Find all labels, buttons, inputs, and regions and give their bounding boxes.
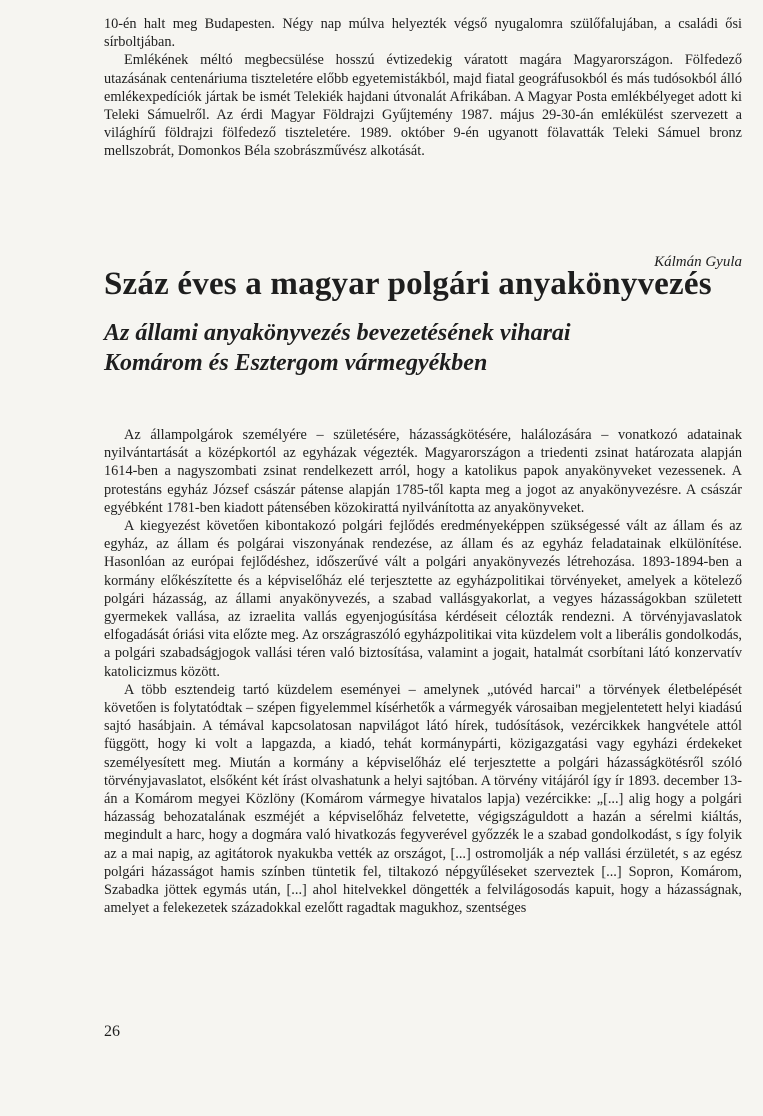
subtitle-line-1: Az állami anyakönyvezés bevezetésének viharai <box>104 320 571 346</box>
body-paragraph-1: Az állampolgárok személyére – születésére, házasságkötésére, halálozására – vonatkozó adatainak nyilvántartását a középkortól az egyházak végezték. Magyarországon a triedenti zsinat határozata alapján 1614-ben a nagyszombati zsinat rendelkezett arról, hogy a katolikus papok anyakönyveket vezessenek. A protestáns egyház József császár pátense alapján 1785-től kapta meg a jogot az anyakönyvezésre. A császár egyébként 1781-ben kiadott pátensében közokirattá nyilvánította az anyakönyveket. <box>104 427 742 516</box>
page-number: 26 <box>104 1023 120 1040</box>
body-paragraph-2: A kiegyezést követően kibontakozó polgári fejlődés eredményeképpen szükségessé vált az állam és az egyház, az állam és polgárai viszonyának rendezése, az állam és az egyház feladatainak elkülönítése. Hasonlóan az európai fejlődéshez, időszerűvé vált a polgári anyakönyvezés létrehozása. 1893-1894-ben a kormány előkészítette és a képviselőház elé terjesztette az egyházpolitikai törvényeket, amelyek a kötelező polgári házasság, az állami anyakönyvezés, a szabad vallásgyakorlat, a vegyes házasságokban született gyermekek vallása, az izraelita vallás egyenjogúsítása kérdéseit célozták rendezni. A törvényjavaslatok elfogadását óriási vita előzte meg. Az országraszóló egyházpolitikai vita küzdelem volt a liberális gondolkodás, a polgári szabadságjogok vallási téren való biztosítása, valamint a jogait, hatalmát csorbítani látó konzervatív katolicizmus között. <box>104 518 742 680</box>
intro-section <box>104 15 742 161</box>
author-signature: Kálmán Gyula <box>654 254 742 270</box>
subtitle-line-2: Komárom és Esztergom vármegyékben <box>104 350 488 376</box>
article-body <box>104 426 742 917</box>
intro-paragraph-2: Emlékének méltó megbecsülése hosszú évtizedekig váratott magára Magyarországon. Fölfedező utazásának centenáriuma tiszteletére előbb egyetemistákból, majd fiatal geográfusokból és más tudósokból álló emlékexpedíciók jártak be ismét Telekiék hajdani útvonalát Afrikában. A Magyar Posta emlékbélyeget adott ki Teleki Sámuelről. Az érdi Magyar Földrajzi Gyűjtemény 1987. május 29-30-án emlékülést szervezett a világhírű földrajzi fölfedező tiszteletére. 1989. október 9-én ugyanott fölavatták Teleki Sámuel bronz mellszobrát, Domonkos Béla szobrászművész alkotását. <box>104 52 742 160</box>
body-paragraph-3: A több esztendeig tartó küzdelem eseményei – amelynek „utóvéd harcai" a törvények életbelépését követően is folytatódtak – szépen figyelemmel kísérhetők a vármegyék városaiban megjelentetett helyi kiadású sajtó hasábjain. A témával kapcsolatosan napvilágot látó hírek, tudósítások, vezércikkek hangvétele attól függött, hogy ki volt a lapgazda, a kiadó, tehát kormánypárti, közigazgatási vagy egyházi érdekeket személyesített meg. Miután a kormány a képviselőház elé terjesztette a polgári házasságkötésről szóló törvényjavaslatot, elsőként két írást olvashatunk a helyi sajtóban. A törvény vitájáról így ír 1893. december 13-án a Komárom megyei Közlöny (Komárom vármegye hivatalos lapja) vezércikke: „[...] alig hogy a polgári házasság behozatalának eszméjét a képviselőház felvetette, végigszáguldott a hazán a sérelmi kiáltás, megindult a harc, hogy a dogmára való hivatkozás fegyverével győzzék le a szabad gondolkodást, s így folyik az a mai napig, az agitátorok nyakukba vették az országot, [...] ostromolják a nép vallási érzületét, s az egész polgári házasságot hamis színben tüntetik fel, tiltakozó népgyűléseket szerveztek [...] Sopron, Komárom, Szabadka jöttek egymás után, [...] ahol hitelvekkel döngették a felvilágosodás kapuit, hogy a házasságnak, amelyet a felekezetek századokkal ezelőtt ragadtak magukhoz, szentséges <box>104 681 742 917</box>
article-title: Száz éves a magyar polgári anyakönyvezés <box>104 266 712 302</box>
intro-paragraph-1: 10-én halt meg Budapesten. Négy nap múlva helyezték végső nyugalomra szülőfalujában, a családi ősi sírboltjában. <box>104 16 742 51</box>
article-subtitle <box>104 318 744 378</box>
